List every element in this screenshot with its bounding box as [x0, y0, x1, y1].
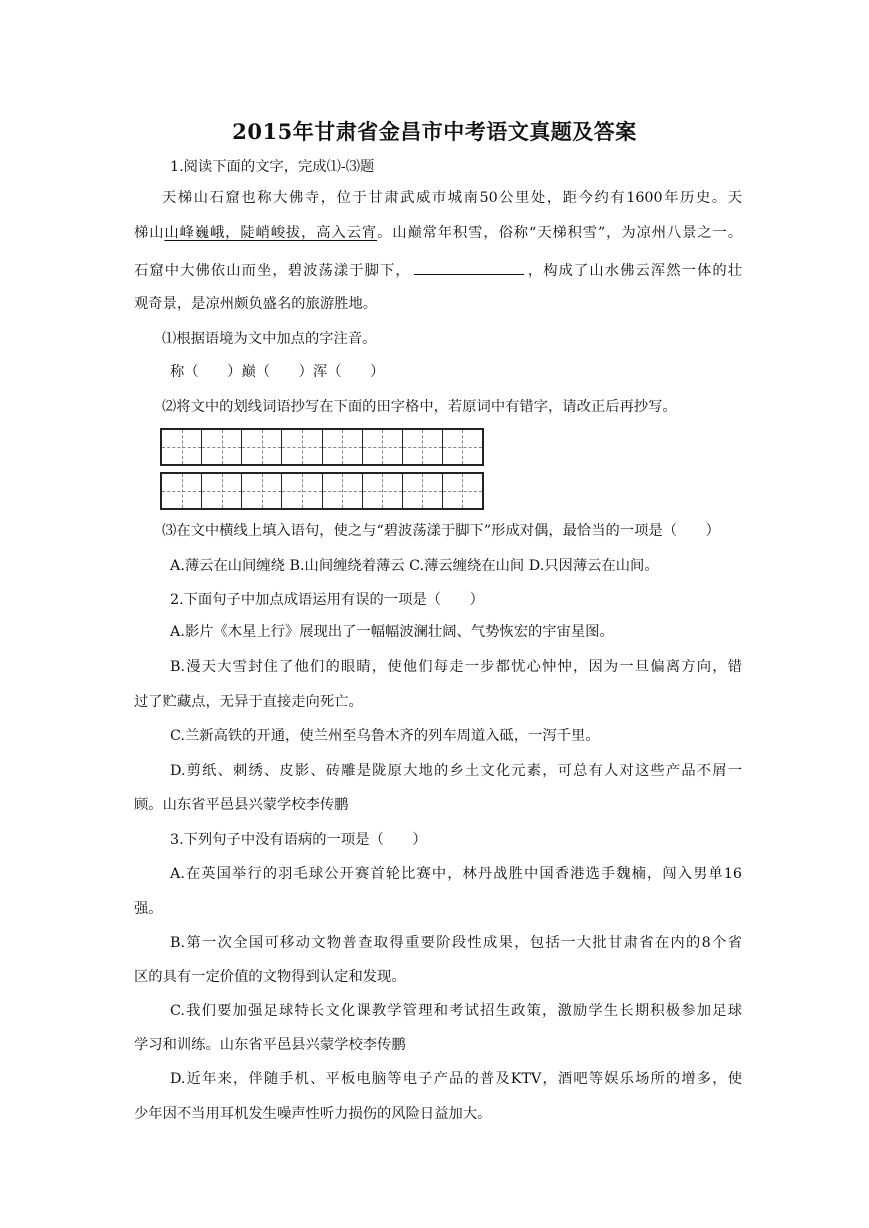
- grid-cell: [202, 474, 242, 508]
- q3-stem: 3.下列句子中没有语病的一项是（ ）: [170, 832, 427, 848]
- q1-passage-line-1: 天梯山石窟也称大佛寺，位于甘肃武威市城南50公里处，距今约有1600年历史。天: [162, 190, 742, 206]
- grid-cell: [282, 430, 322, 464]
- q3-option-b-line-2: 区的具有一定价值的文物得到认定和发现。: [134, 969, 406, 985]
- grid-cell: [323, 474, 363, 508]
- q1-stem: 1.阅读下面的文字，完成⑴-⑶题: [170, 159, 375, 175]
- grid-cell: [162, 430, 202, 464]
- grid-cell: [323, 430, 363, 464]
- q2-option-d-line-1: D.剪纸、刺绣、皮影、砖雕是陇原大地的乡土文化元素，可总有人对这些产品不屑一: [170, 763, 742, 779]
- q1-sub1-answer-line: 称（ ）巅（ ）浑（ ）: [170, 364, 385, 380]
- q2-option-a: A.影片《木星上行》展现出了一幅幅波澜壮阔、气势恢宏的宇宙星图。: [170, 624, 614, 640]
- grid-cell: [202, 430, 242, 464]
- q3-option-a-line-1: A.在英国举行的羽毛球公开赛首轮比赛中，林丹战胜中国香港选手魏楠，闯入男单16: [170, 866, 742, 882]
- q2-option-d-line-2: 顾。山东省平邑县兴蒙学校李传鹏: [134, 797, 349, 813]
- grid-cell: [403, 430, 443, 464]
- q1-passage-line-4: 观奇景，是凉州颇负盛名的旅游胜地。: [134, 296, 378, 312]
- grid-cell: [403, 474, 443, 508]
- grid-cell: [363, 474, 403, 508]
- q3-option-b-line-1: B.第一次全国可移动文物普查取得重要阶段性成果，包括一大批甘肃省在内的8个省: [170, 935, 742, 951]
- q1-passage-line-2-end: 。山巅常年积雪，俗称“天梯积雪”，为凉州八景之一。: [377, 225, 743, 241]
- q3-option-c-line-2: 学习和训练。山东省平邑县兴蒙学校李传鹏: [134, 1037, 406, 1053]
- grid-cell: [443, 430, 482, 464]
- q1-passage-line-3-end: ，构成了山水佛云浑然一体的壮: [526, 263, 742, 279]
- grid-cell: [443, 474, 482, 508]
- grid-cell: [363, 430, 403, 464]
- q2-option-b-line-1: B.漫天大雪封住了他们的眼睛，使他们每走一步都忧心忡忡，因为一旦偏离方向，错: [170, 659, 742, 675]
- q3-option-c-line-1: C.我们要加强足球特长文化课教学管理和考试招生政策，激励学生长期积极参加足球: [170, 1003, 742, 1019]
- q3-option-d-line-1: D.近年来，伴随手机、平板电脑等电子产品的普及KTV，酒吧等娱乐场所的增多，使: [170, 1071, 742, 1087]
- q3-option-a-line-2: 强。: [134, 901, 163, 917]
- q2-option-c: C.兰新高铁的开通，使兰州至乌鲁木齐的列车周道入砥，一泻千里。: [170, 728, 600, 744]
- grid-cell: [282, 474, 322, 508]
- document-title: 2015年甘肃省金昌市中考语文真题及答案: [232, 119, 637, 144]
- q1-sub2: ⑵将文中的划线词语抄写在下面的田字格中，若原词中有错字，请改正后再抄写。: [162, 399, 677, 415]
- grid-cell: [162, 474, 202, 508]
- grid-cell: [242, 430, 282, 464]
- grid-cell: [242, 474, 282, 508]
- q1-sub3: ⑶在文中横线上填入语句，使之与“碧波荡漾于脚下”形成对偶，最恰当的一项是（ ）: [162, 523, 720, 539]
- q1-sub1: ⑴根据语境为文中加点的字注音。: [162, 331, 377, 347]
- tianzige-grid-row-2: [160, 472, 484, 510]
- q1-passage-line-3: [134, 260, 742, 281]
- q1-passage-line-2: [134, 223, 742, 243]
- q3-option-d-line-2: 少年因不当用耳机发生噪声性听力损伤的风险日益加大。: [134, 1106, 492, 1122]
- tianzige-grid-row-1: [160, 428, 484, 466]
- q2-stem: 2.下面句子中加点成语运用有误的一项是（ ）: [170, 592, 484, 608]
- q2-option-b-line-2: 过了贮藏点，无异于直接走向死亡。: [134, 694, 363, 710]
- q1-sub3-options: A.薄云在山间缠绕 B.山间缠绕着薄云 C.薄云缠绕在山间 D.只因薄云在山间。: [170, 558, 659, 574]
- q1-passage-line-2-start: 梯山: [134, 225, 165, 241]
- underlined-phrase: 山峰巍峨，陡峭峻拔，高入云宵: [164, 225, 378, 241]
- q1-passage-line-3-start: 石窟中大佛依山而坐，碧波荡漾于脚下，: [134, 263, 411, 279]
- fill-in-blank: [414, 260, 524, 275]
